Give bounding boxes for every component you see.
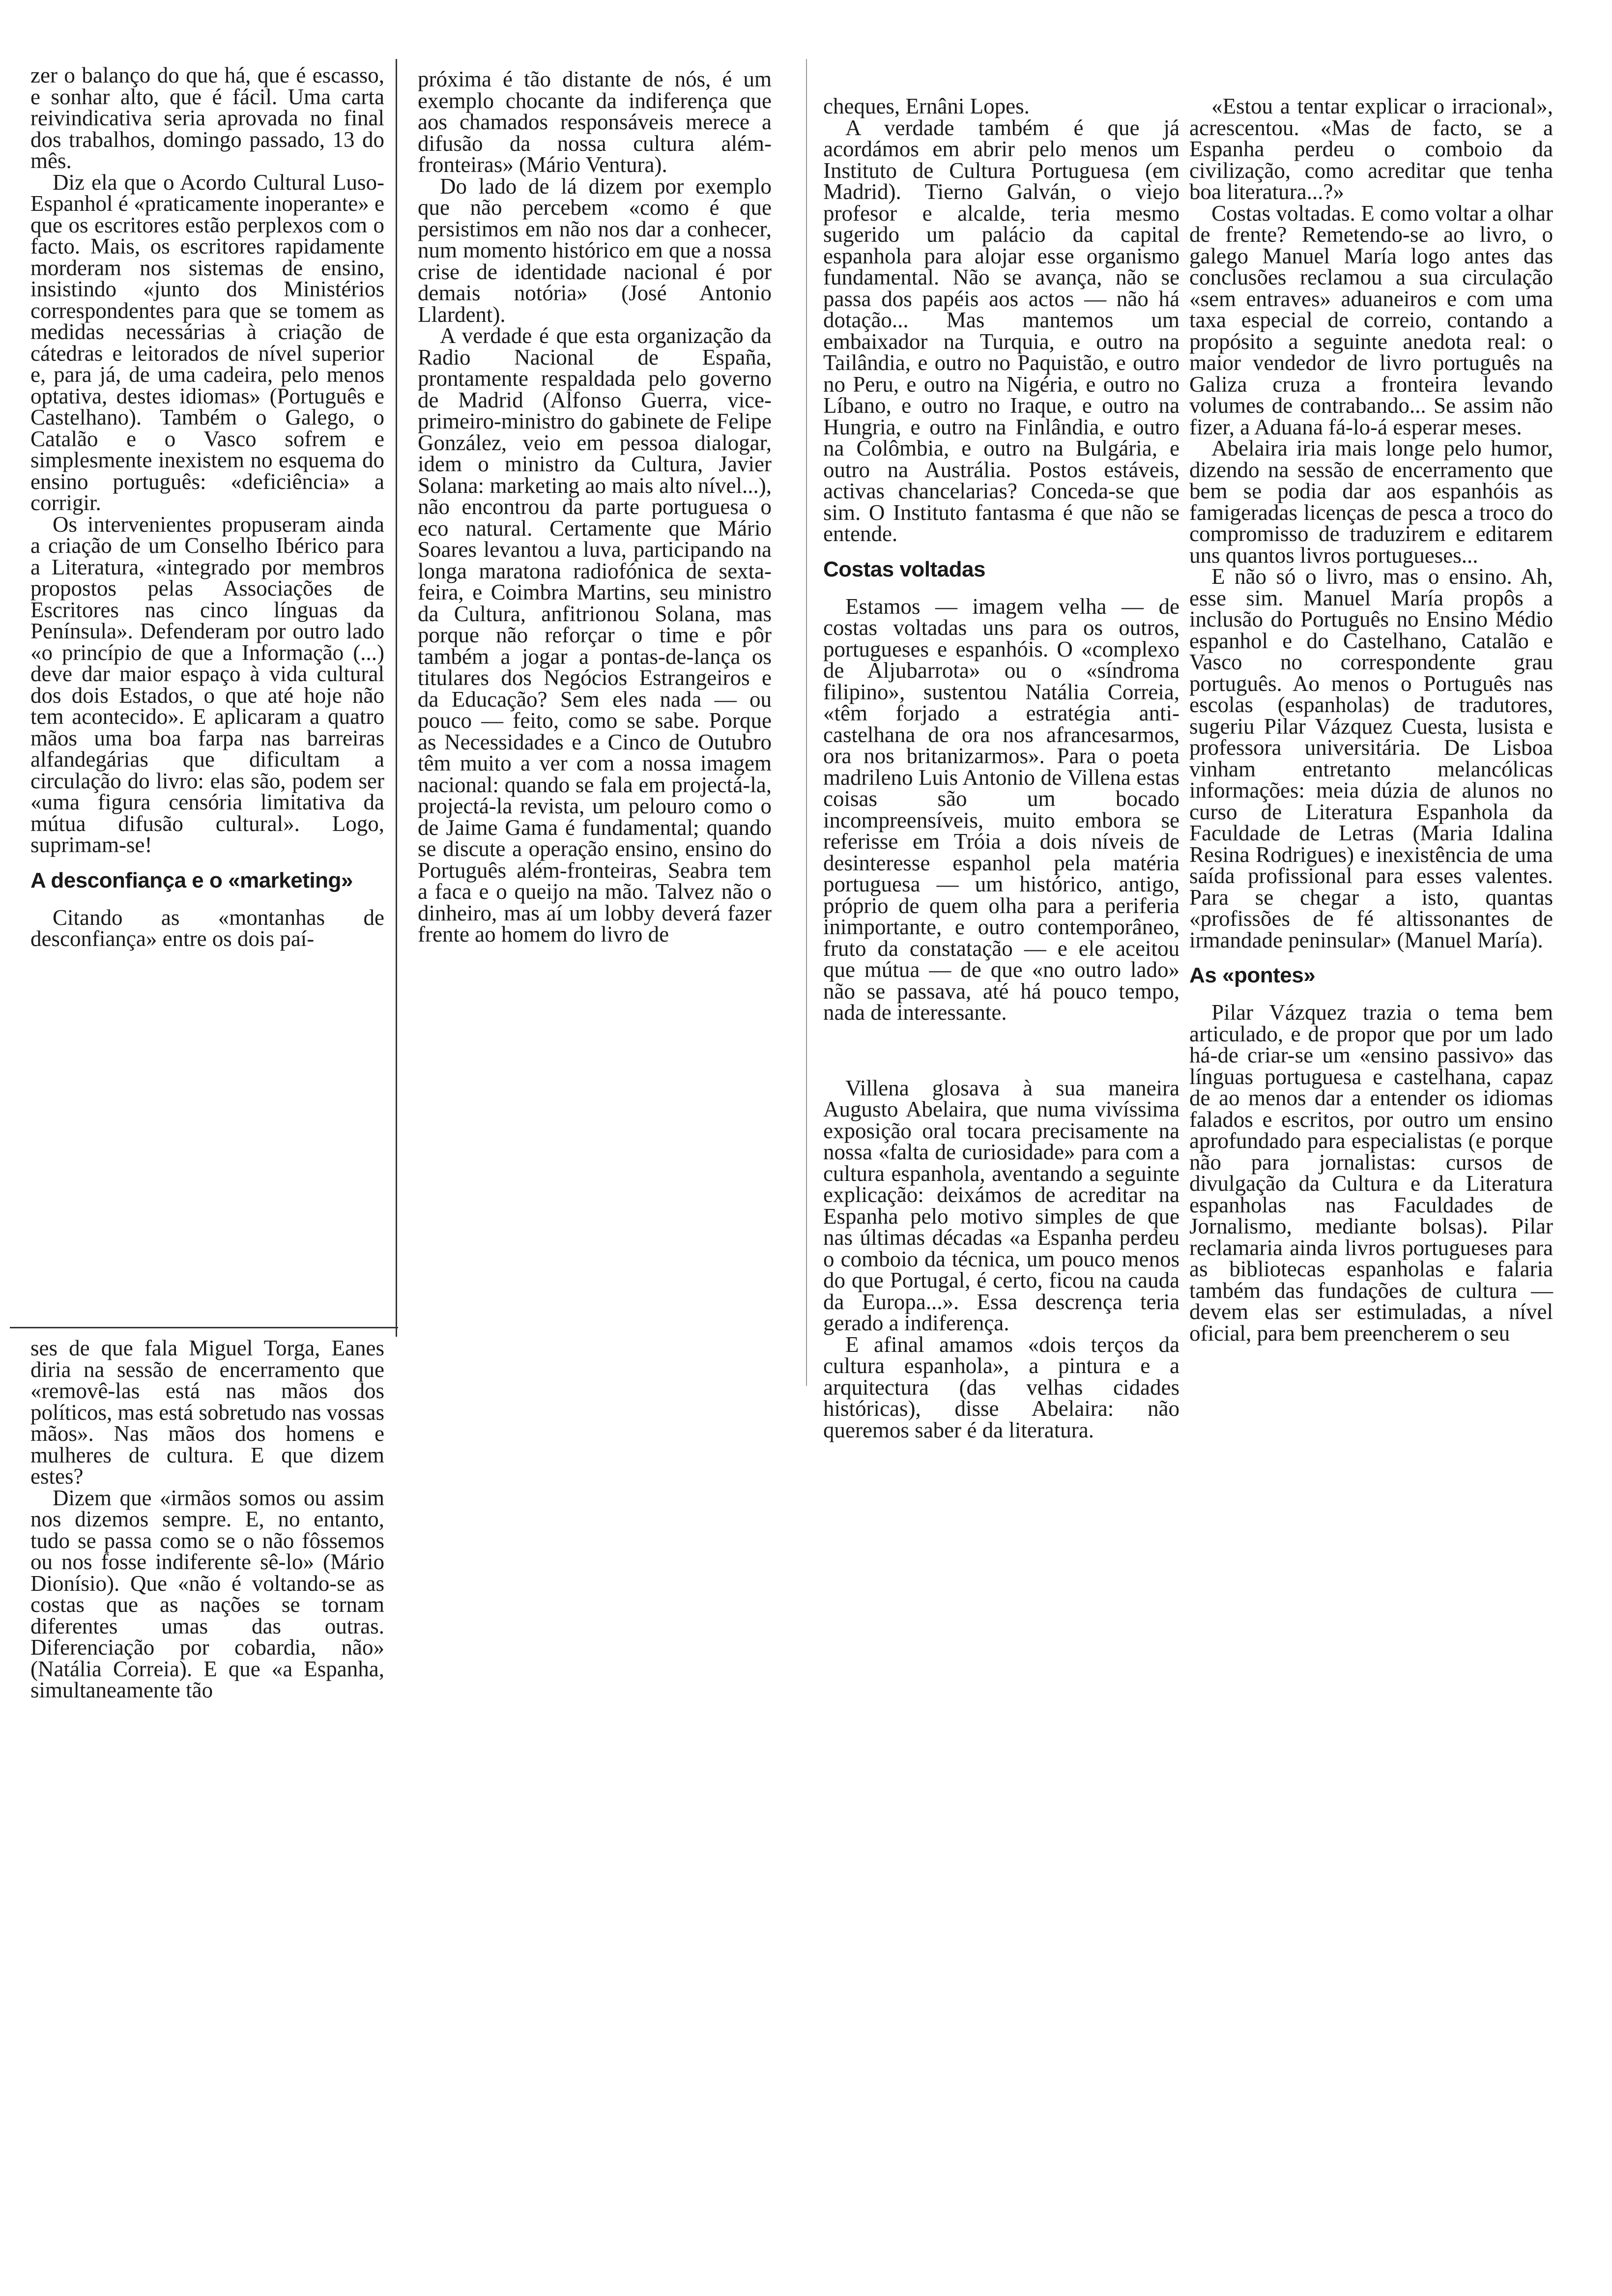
paragraph: Abelaira iria mais longe pelo humor, dizendo na sessão de encerramento que bem se podia dar aos espanhóis as famigeradas licenças de pesca a troco do compromisso de traduzirem e editarem uns quantos livros portugueses... (1189, 436, 1553, 568)
paragraph: próxima é tão distante de nós, é um exemplo chocante da indiferença que aos chamados responsáveis merece a difusão da nossa cultura além-fronteiras» (Mário Ventura). (418, 67, 772, 177)
article-column-4 (1189, 96, 1553, 1344)
paragraph: cheques, Ernâni Lopes. (823, 94, 1030, 118)
article-column-1-bottom (30, 1338, 384, 1701)
paragraph: Dizem que «irmãos somos ou assim nos dizemos sempre. E, no entanto, tudo se passa como se o não fôssemos ou nos fosse indiferente sê-lo» (Mário Dionísio). Que «não é voltando-se as costas que as nações se tornam diferentes umas das outras. Diferenciação por cobardia, não» (Natália Correia). E que «a Espanha, simultaneamente tão (30, 1485, 384, 1702)
paragraph: A verdade é que esta organização da Radio Nacional de España, prontamente respaldada pelo governo de Madrid (Alfonso Guerra, vice-primeiro-ministro do gabinete de Felipe González, veio em pessoa dialogar, idem o ministro da Cultura, Javier Solana: marketing ao mais alto nível...), não encontrou da parte portuguesa o eco natural. Certamente que Mário Soares levantou a luva, participando na longa maratona radiofónica de sexta-feira, e Coimbra Martins, seu ministro da Cultura, anfitrionou Solana, mas porque não reforçar o time e pôr também a jogar a pontas-de-lança os titulares dos Negócios Estrangeiros e da Educação? Sem eles nada — ou pouco — feito, como se sabe. Porque as Necessidades e a Cinco de Outubro têm muito a ver com a nossa imagem nacional: quando se fala em projectá-la, projectá-la revista, um pelouro como o de Jaime Gama é fundamental; quando se discute a operação ensino, ensino do Português além-fronteiras, Seabra tem a faca e o queijo na mão. Talvez não o dinheiro, mas aí um lobby deverá fazer frente ao homem do livro de (418, 323, 772, 947)
paragraph: A verdade também é que já acordámos em abrir pelo menos um Instituto de Cultura Portuguesa (em Madrid). Tierno Galván, o viejo profesor e alcalde, teria mesmo sugerido um palácio da capital espanhola para alojar esse organismo fundamental. Não se avança, não se passa dos papéis aos actos — não há dotação... Mas mantemos um embaixador na Turquia, e outro na Tailândia, e outro no Paquistão, e outro no Peru, e outro na Nigéria, e outro no Líbano, e outro no Iraque, e outro na Hungria, e outro na Finlândia, e outro na Colômbia, e outro na Bulgária, e outro na Austrália. Postos estáveis, activas chancelarias? Conceda-se que sim. O Instituto fantasma é que não se entende. (823, 115, 1180, 546)
paragraph: E afinal amamos «dois terços da cultura espanhola», a pintura e a arquitectura (das velhas cidades históricas), disse Abelaira: não queremos saber é da literatura. (823, 1332, 1180, 1442)
column-rule (806, 59, 807, 1386)
section-heading: A desconfiança e o «marketing» (30, 868, 353, 892)
paragraph: Costas voltadas. E como voltar a olhar de frente? Remetendo-se ao livro, o galego Manuel María logo antes das conclusões reclamou a sua circulação «sem entraves» aduaneiros e com uma taxa especial de correio, contando a propósito a seguinte anedota real: o maior vendedor de livro português na Galiza cruza a fronteira levando volumes de contrabando... Se assim não fizer, a Aduana fá-lo-á esperar meses. (1189, 201, 1553, 439)
paragraph: ses de que fala Miguel Torga, Eanes diria na sessão de encerramento que «removê-las está nas mãos dos políticos, mas está sobretudo nas vossas mãos». Nas mãos dos homens e mulheres de cultura. E que dizem estes? (30, 1336, 384, 1489)
column-rule (396, 59, 397, 1337)
paragraph: Pilar Vázquez trazia o tema bem articulado, e de propor que por um lado há-de criar-se um «ensino passivo» das línguas portuguesa e castelhana, capaz de ao menos dar a entender os idiomas falados e escritos, por outro um ensino aprofundado para especialistas (e porque não para jornalistas: cursos de divulgação da Cultura e da Literatura espanholas nas Faculdades de Jornalismo, mediante bolsas). Pilar reclamaria ainda livros portugueses para as bibliotecas espanholas e falaria também das fundações de cultura — devem elas ser estimuladas, a nível oficial, para bem preencherem o seu (1189, 1000, 1553, 1346)
article-column-2 (418, 69, 772, 946)
paragraph: E não só o livro, mas o ensino. Ah, esse sim. Manuel María propôs a inclusão do Português no Ensino Médio espanhol e do Castelhano, Catalão e Vasco no correspondente grau português. Ao menos o Português nas escolas (espanholas) de tradutores, sugeriu Pilar Vázquez Cuesta, lusista e professora universitária. De Lisboa vinham entretanto melancólicas informações: meia dúzia de alunos no curso de Literatura Espanhola da Faculdade de Letras (Maria Idalina Resina Rodrigues) e inexistência de uma saída profissional para esses valentes. Para se chegar a isto, quantas «profissões de fé altissonantes de irmandade peninsular» (Manuel María). (1189, 564, 1553, 952)
paragraph: Do lado de lá dizem por exemplo que não percebem «como é que persistimos em não nos dar a conhecer, num momento histórico em que a nossa crise de identidade nacional é por demais notória» (José Antonio Llardent). (418, 173, 772, 327)
paragraph: Estamos — imagem velha — de costas voltadas uns para os outros, portugueses e espanhóis. O «complexo de Aljubarrota» ou o «síndroma filipino», sustentou Natália Correia, «têm forjado a estratégia anti-castelhana de ora nos afrancesarmos, ora nos britanizarmos». Para o poeta madrileno Luis Antonio de Villena estas coisas são um bocado incompreensíveis, muito embora se referisse em Tróia a dois níveis de desinteresse espanhol pela matéria portuguesa — um histórico, antigo, próprio de quem olha para a periferia inimportante, e outro contemporâneo, fruto da constatação — e ele aceitou que mútua — de que «no outro lado» não se passava, até há pouco tempo, nada de interessante. (823, 594, 1180, 1025)
paragraph: «Estou a tentar explicar o irracional», acrescentou. «Mas de facto, se a Espanha perdeu o comboio da civilização, como acreditar que tenha boa literatura...?» (1189, 94, 1553, 204)
article-column-1-top (30, 65, 384, 950)
paragraph: Diz ela que o Acordo Cultural Luso-Espanhol é «praticamente inoperante» e que os escritores estão perplexos com o facto. Mais, os escritores rapidamente morderam nos sistemas de ensino, insistindo «junto dos Ministérios correspondentes para que se tomem as medidas necessárias à criação de cátedras e leitorados de nível superior e, para já, de uma cadeira, pelo menos optativa, destes idiomas» (Português e Castelhano). Também o Galego, o Catalão e o Vasco sofrem e simplesmente inexistem no esquema do ensino português: «deficiência» a corrigir. (30, 170, 384, 515)
section-heading: Costas voltadas (823, 557, 985, 581)
paragraph: zer o balanço do que há, que é escasso, e sonhar alto, que é fácil. Uma carta reivindicativa seria aprovada no final dos trabalhos, domingo passado, 13 do mês. (30, 63, 384, 173)
column-gap (823, 1024, 1180, 1078)
paragraph: Villena glosava à sua maneira Augusto Abelaira, que numa vivíssima exposição oral tocara precisamente na nossa «falta de curiosidade» para com a cultura espanhola, aventando a seguinte explicação: deixámos de acreditar na Espanha pelo motivo simples de que nas últimas décadas «a Espanha perdeu o comboio da técnica, um pouco menos do que Portugal, é certo, ficou na cauda da Europa...». Essa descrença teria gerado a indiferença. (823, 1075, 1180, 1335)
article-column-3 (823, 96, 1180, 1441)
section-heading: As «pontes» (1189, 963, 1316, 987)
paragraph: Os intervenientes propuseram ainda a criação de um Conselho Ibérico para a Literatura, «integrado por membros propostos pelas Associações de Escritores nas cinco línguas da Península». Defenderam por outro lado «o princípio de que a Informação (...) deve dar maior espaço à vida cultural dos dois Estados, o que até hoje não tem acontecido». E aplicaram a quatro mãos uma boa farpa nas barreiras alfandegárias que dificultam a circulação do livro: elas são, podem ser «uma figura censória limitativa da mútua difusão cultural». Logo, suprimam-se! (30, 512, 384, 857)
paragraph: Citando as «montanhas de desconfiança» entre os dois paí- (30, 905, 384, 951)
section-rule (10, 1327, 398, 1328)
